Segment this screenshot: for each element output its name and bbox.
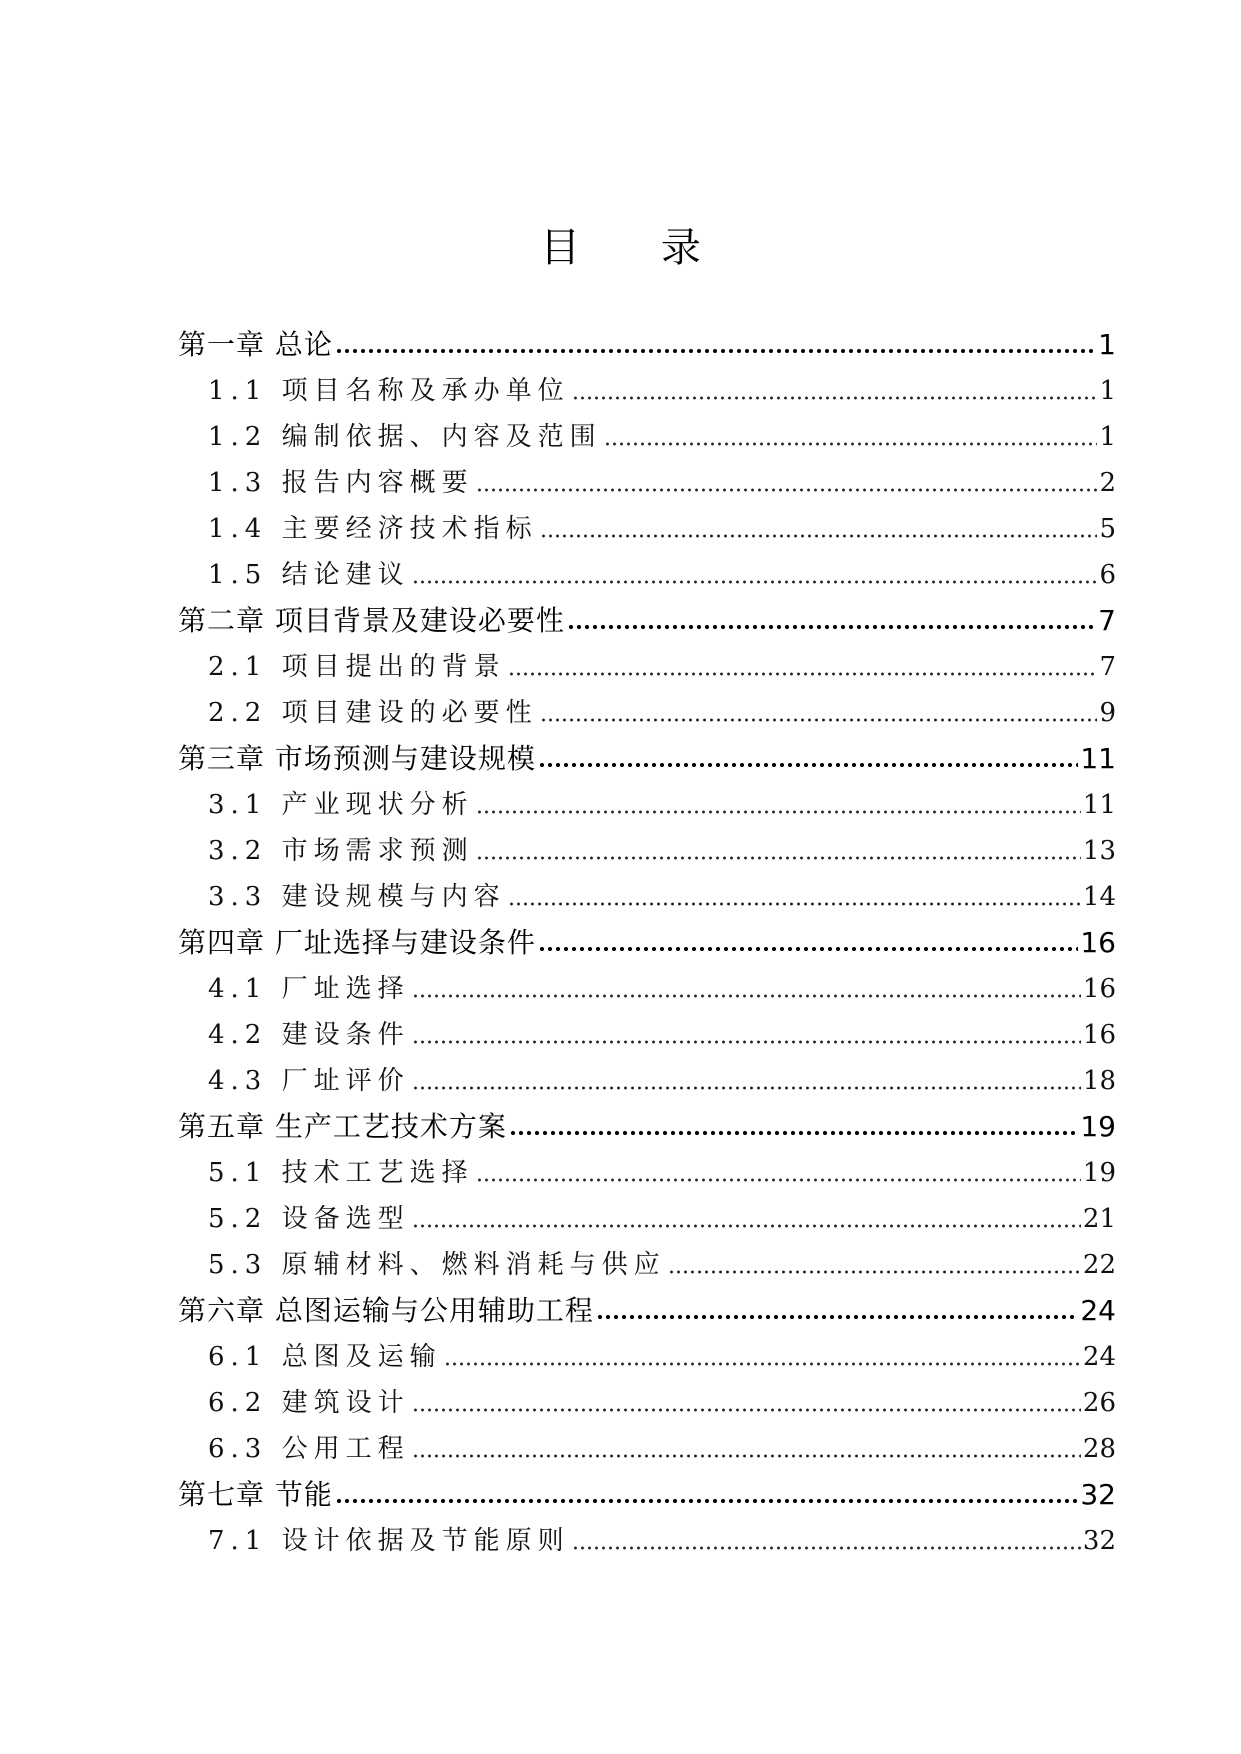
- toc-entry-label: 4.3 厂址评价: [208, 1066, 410, 1096]
- toc-section-entry[interactable]: [178, 782, 1116, 828]
- toc-section-entry[interactable]: [178, 1012, 1116, 1058]
- toc-page-number: 19: [1080, 1110, 1116, 1143]
- toc-page-number: 32: [1082, 1526, 1116, 1556]
- toc-page-number: 11: [1082, 790, 1116, 820]
- toc-dot-leader: [412, 1037, 1081, 1047]
- toc-dot-leader: [509, 1128, 1078, 1138]
- table-of-contents: [178, 322, 1116, 1564]
- toc-page-number: 7: [1099, 652, 1116, 682]
- toc-chapter-entry[interactable]: [178, 1288, 1116, 1334]
- toc-page-number: 21: [1082, 1204, 1116, 1234]
- toc-entry-label: 1.5 结论建议: [208, 560, 410, 590]
- toc-chapter-entry[interactable]: [178, 736, 1116, 782]
- toc-chapter-entry[interactable]: [178, 322, 1116, 368]
- toc-section-entry[interactable]: [178, 1150, 1116, 1196]
- toc-page-number: 11: [1080, 742, 1116, 775]
- toc-page-number: 7: [1098, 604, 1116, 637]
- toc-entry-label: 3.3 建设规模与内容: [208, 882, 506, 912]
- toc-page-number: 24: [1080, 1294, 1116, 1327]
- toc-dot-leader: [572, 1543, 1081, 1553]
- toc-entry-label: 6.2 建筑设计: [208, 1388, 410, 1418]
- toc-section-entry[interactable]: [178, 506, 1116, 552]
- toc-dot-leader: [508, 899, 1081, 909]
- page-title: 目 录: [540, 225, 735, 271]
- toc-page-number: 9: [1099, 698, 1116, 728]
- toc-chapter-entry[interactable]: [178, 1104, 1116, 1150]
- toc-dot-leader: [540, 715, 1098, 725]
- toc-section-entry[interactable]: [178, 966, 1116, 1012]
- toc-dot-leader: [412, 1083, 1081, 1093]
- toc-entry-label: 第六章 总图运输与公用辅助工程: [178, 1294, 594, 1327]
- toc-page-number: 1: [1099, 376, 1116, 406]
- toc-page-number: 16: [1082, 974, 1116, 1004]
- toc-chapter-entry[interactable]: [178, 920, 1116, 966]
- toc-dot-leader: [412, 1405, 1081, 1415]
- toc-section-entry[interactable]: [178, 644, 1116, 690]
- toc-section-entry[interactable]: [178, 690, 1116, 736]
- toc-page-number: 24: [1082, 1342, 1116, 1372]
- toc-entry-label: 4.1 厂址选择: [208, 974, 410, 1004]
- toc-entry-label: 1.3 报告内容概要: [208, 468, 474, 498]
- toc-page-number: 16: [1080, 926, 1116, 959]
- toc-dot-leader: [412, 1451, 1081, 1461]
- toc-section-entry[interactable]: [178, 1058, 1116, 1104]
- toc-page-number: 18: [1082, 1066, 1116, 1096]
- toc-dot-leader: [572, 393, 1098, 403]
- toc-entry-label: 3.1 产业现状分析: [208, 790, 474, 820]
- toc-section-entry[interactable]: [178, 552, 1116, 598]
- toc-page-number: 14: [1082, 882, 1116, 912]
- toc-entry-label: 6.3 公用工程: [208, 1434, 410, 1464]
- toc-entry-label: 3.2 市场需求预测: [208, 836, 474, 866]
- toc-page-number: 1: [1098, 328, 1116, 361]
- toc-dot-leader: [412, 577, 1098, 587]
- toc-page-number: 2: [1099, 468, 1116, 498]
- toc-section-entry[interactable]: [178, 1426, 1116, 1472]
- toc-dot-leader: [335, 1496, 1078, 1506]
- toc-section-entry[interactable]: [178, 1196, 1116, 1242]
- toc-entry-label: 1.2 编制依据、内容及范围: [208, 422, 602, 452]
- toc-dot-leader: [567, 622, 1096, 632]
- toc-entry-label: 第一章 总论: [178, 328, 333, 361]
- toc-entry-label: 5.1 技术工艺选择: [208, 1158, 474, 1188]
- toc-dot-leader: [335, 346, 1096, 356]
- toc-section-entry[interactable]: [178, 828, 1116, 874]
- toc-entry-label: 1.1 项目名称及承办单位: [208, 376, 570, 406]
- toc-page-number: 32: [1080, 1478, 1116, 1511]
- toc-page-number: 1: [1099, 422, 1116, 452]
- toc-dot-leader: [444, 1359, 1081, 1369]
- toc-section-entry[interactable]: [178, 1334, 1116, 1380]
- toc-dot-leader: [412, 1221, 1081, 1231]
- toc-page-number: 19: [1082, 1158, 1116, 1188]
- toc-dot-leader: [538, 944, 1078, 954]
- toc-page-number: 5: [1099, 514, 1116, 544]
- toc-section-entry[interactable]: [178, 460, 1116, 506]
- toc-entry-label: 4.2 建设条件: [208, 1020, 410, 1050]
- toc-dot-leader: [476, 485, 1098, 495]
- toc-entry-label: 第四章 厂址选择与建设条件: [178, 926, 536, 959]
- toc-section-entry[interactable]: [178, 1242, 1116, 1288]
- toc-chapter-entry[interactable]: [178, 1472, 1116, 1518]
- toc-page-number: 16: [1082, 1020, 1116, 1050]
- toc-dot-leader: [596, 1312, 1078, 1322]
- toc-entry-label: 2.2 项目建设的必要性: [208, 698, 538, 728]
- toc-dot-leader: [412, 991, 1081, 1001]
- toc-entry-label: 1.4 主要经济技术指标: [208, 514, 538, 544]
- toc-dot-leader: [476, 1175, 1081, 1185]
- toc-section-entry[interactable]: [178, 1518, 1116, 1564]
- toc-entry-label: 2.1 项目提出的背景: [208, 652, 506, 682]
- toc-section-entry[interactable]: [178, 874, 1116, 920]
- toc-entry-label: 5.3 原辅材料、燃料消耗与供应: [208, 1250, 666, 1280]
- toc-page-number: 6: [1099, 560, 1116, 590]
- toc-page-number: 13: [1082, 836, 1116, 866]
- toc-dot-leader: [668, 1267, 1081, 1277]
- toc-page-number: 22: [1082, 1250, 1116, 1280]
- toc-entry-label: 第二章 项目背景及建设必要性: [178, 604, 565, 637]
- toc-section-entry[interactable]: [178, 1380, 1116, 1426]
- toc-dot-leader: [476, 807, 1081, 817]
- toc-entry-label: 6.1 总图及运输: [208, 1342, 442, 1372]
- toc-page-number: 28: [1082, 1434, 1116, 1464]
- toc-chapter-entry[interactable]: [178, 598, 1116, 644]
- toc-entry-label: 第三章 市场预测与建设规模: [178, 742, 536, 775]
- toc-dot-leader: [508, 669, 1098, 679]
- toc-entry-label: 第七章 节能: [178, 1478, 333, 1511]
- toc-entry-label: 7.1 设计依据及节能原则: [208, 1526, 570, 1556]
- toc-section-entry[interactable]: [178, 368, 1116, 414]
- toc-section-entry[interactable]: [178, 414, 1116, 460]
- toc-dot-leader: [540, 531, 1098, 541]
- toc-dot-leader: [538, 760, 1078, 770]
- toc-dot-leader: [476, 853, 1081, 863]
- toc-page-number: 26: [1082, 1388, 1116, 1418]
- toc-entry-label: 5.2 设备选型: [208, 1204, 410, 1234]
- toc-dot-leader: [604, 439, 1098, 449]
- toc-entry-label: 第五章 生产工艺技术方案: [178, 1110, 507, 1143]
